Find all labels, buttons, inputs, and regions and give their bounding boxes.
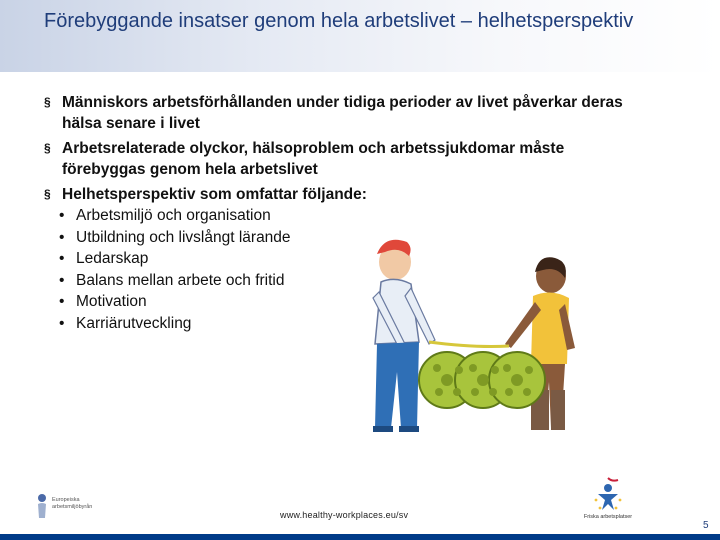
sub-bullet-text: Karriärutveckling xyxy=(76,314,192,332)
sub-bullet-marker: • xyxy=(59,250,65,267)
campaign-logo-text: Friska arbetsplatser xyxy=(583,514,633,520)
bullet-marker: § xyxy=(44,187,51,201)
sub-bullet-text: Utbildning och livslångt lärande xyxy=(76,228,291,246)
agency-logo xyxy=(34,492,114,522)
footer-bar xyxy=(0,534,720,540)
healthy-workplaces-star-icon xyxy=(578,476,638,514)
bullet-item xyxy=(44,92,624,134)
agency-logo-text: Europeiska arbetsmiljöbyrån xyxy=(52,497,93,510)
sub-bullet-text: Balans mellan arbete och fritid xyxy=(76,271,285,289)
two-people-measuring-tape-icon xyxy=(355,232,585,440)
sub-bullet-text: Motivation xyxy=(76,293,147,310)
bullet-marker: § xyxy=(44,95,51,109)
sub-bullet-marker: • xyxy=(59,293,65,310)
bullet-text: Människors arbetsförhållanden under tidiga perioder av livet påverkar deras hälsa senare i livet xyxy=(62,94,623,132)
bullet-item xyxy=(44,184,624,205)
sub-bullet-text: Ledarskap xyxy=(76,250,149,267)
slide-title: Förebyggande insatser genom hela arbetslivet – helhetsperspektiv xyxy=(44,10,634,32)
sub-bullet-marker: • xyxy=(59,314,65,332)
campaign-logo xyxy=(578,476,638,524)
bullet-marker: § xyxy=(44,141,51,155)
bullet-item xyxy=(44,138,624,180)
bullet-text: Helhetsperspektiv som omfattar följande: xyxy=(62,186,367,203)
sub-bullet-marker: • xyxy=(59,228,65,246)
sub-bullet-marker: • xyxy=(59,271,65,289)
sub-bullet-text: Arbetsmiljö och organisation xyxy=(76,207,271,224)
eu-osha-logo-icon xyxy=(34,492,50,520)
footer-url[interactable]: www.healthy-workplaces.eu/sv xyxy=(280,510,409,520)
bullet-text: Arbetsrelaterade olyckor, hälsoproblem och arbetssjukdomar måste förebyggas genom hela arbetslivet xyxy=(62,140,565,178)
sub-bullet-marker: • xyxy=(59,207,65,224)
page-number: 5 xyxy=(703,520,709,531)
sub-bullet-item xyxy=(44,205,624,227)
